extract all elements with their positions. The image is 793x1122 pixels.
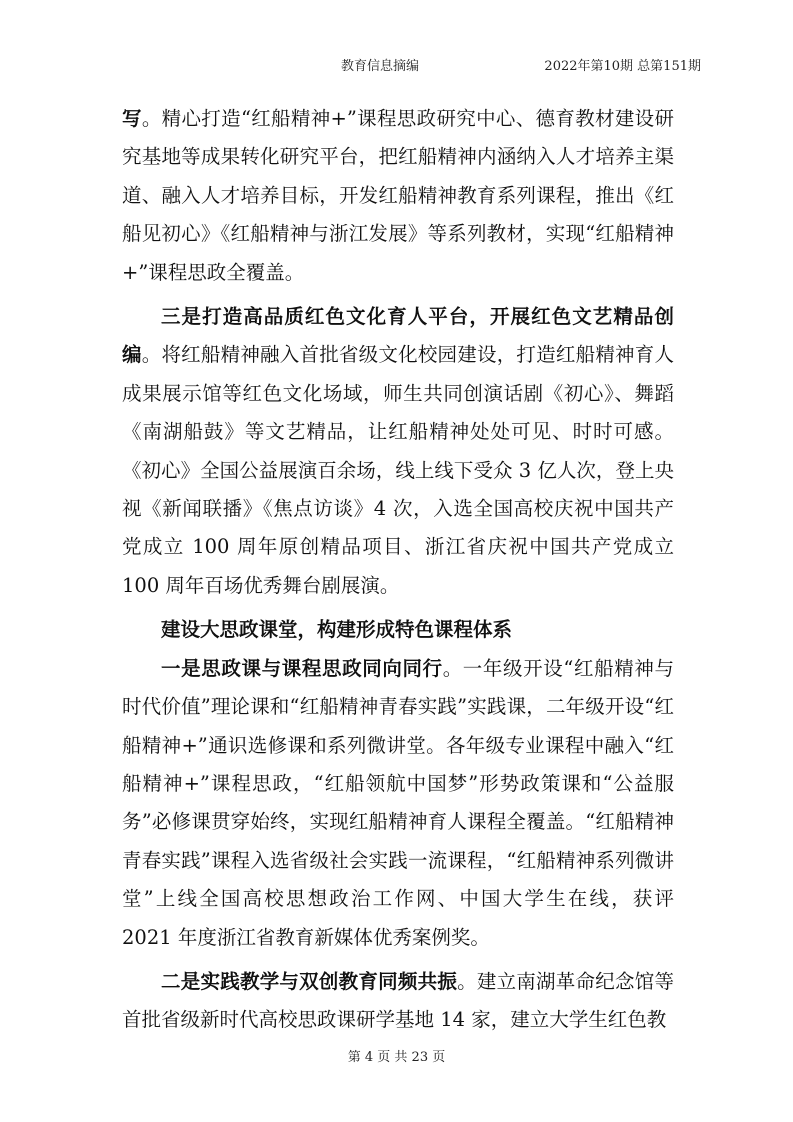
page-number: 第 4 页 共 23 页: [347, 1050, 446, 1065]
section-heading: 建设大思政课堂，构建形成特色课程体系: [161, 618, 513, 642]
paragraph: [122, 298, 674, 605]
paragraph-text: 。将红船精神融入首批省级文化校园建设，打造红船精神育人成果展示馆等红色文化场域，师生共同创演话剧《初心》、舞蹈《南湖船鼓》等文艺精品，让红船精神处处可见、时时可感。《初心》全国公益展演百余场，线上线下受众 3 亿人次，登上央视《新闻联播》《焦点访谈》4 次，入选全国高校庆祝中国共产党成立 100 周年原创精品项目、浙江省庆祝中国共产党成立 100 周年百场优秀舞台剧展演。: [122, 343, 674, 597]
paragraph-lead: 三是打造高品质红色文化育人平台，开展红色文艺精品创编: [122, 305, 674, 367]
publication-name: 教育信息摘编: [341, 59, 420, 74]
paragraph: [122, 650, 674, 957]
continued-paragraph: [122, 100, 674, 292]
paragraph-text: 。精心打造“红船精神+”课程思政研究中心、德育教材建设研究基地等成果转化研究平台，把红船精神内涵纳入人才培养主渠道、融入人才培养目标，开发红船精神教育系列课程，推出《红船见初心》《红船精神与浙江发展》等系列教材，实现“红船精神+”课程思政全覆盖。: [122, 107, 674, 284]
document-body: [122, 100, 674, 1040]
paragraph-lead: 写: [122, 107, 142, 130]
page-footer: [0, 1046, 793, 1065]
paragraph-lead: 二是实践教学与双创教育同频共振: [161, 969, 458, 993]
paragraph-text: 。一年级开设“红船精神与时代价值”理论课和“红船精神青春实践”实践课，二年级开设“红船精神+”通识选修课和系列微讲堂。各年级专业课程中融入“红船精神+”课程思政，“红船领航中国梦”形势政策课和“公益服务”必修课贯穿始终，实现红船精神育人课程全覆盖。“红船精神青春实践”课程入选省级社会实践一流课程，“红船精神系列微讲堂”上线全国高校思想政治工作网、中国大学生在线，获评 2021 年度浙江省教育新媒体优秀案例奖。: [122, 656, 674, 949]
page-header: [341, 55, 701, 77]
paragraph: [122, 963, 674, 1040]
paragraph-text: 。建立南湖革命纪念馆等首批省级新时代高校思政课研学基地 14 家，建立大学生红色教: [122, 969, 674, 1032]
paragraph-lead: 一是思政课与课程思政同向同行: [161, 656, 443, 680]
issue-number: 2022年第10期 总第151期: [544, 59, 701, 74]
